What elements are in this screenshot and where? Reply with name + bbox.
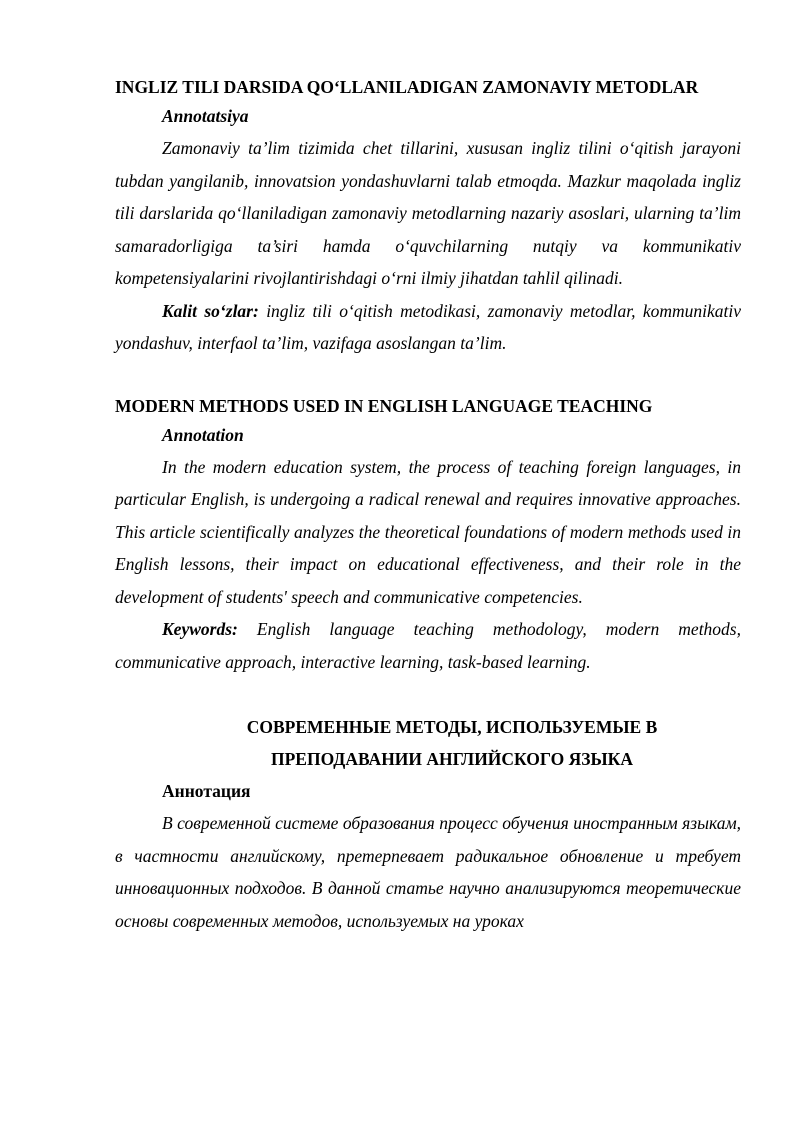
ru-annotation-text: В современной системе образования процесс обучения иностранным языкам, в частности английскому, претерпевает радикальное обновление и требует инновационных подходов. В данной статье научно анализируются теоретические основы современных методов, используемых на уроках xyxy=(115,813,741,931)
en-annotation-text: In the modern education system, the process of teaching foreign languages, in particular English, is undergoing a radical renewal and requires innovative approaches. This article scientifically analyzes the theoretical foundations of modern methods used in English lessons, their impact on educational effectiveness, and their role in the development of students' speech and communicative competencies. xyxy=(115,456,741,607)
en-title: MODERN METHODS USED IN ENGLISH LANGUAGE TEACHING xyxy=(115,395,653,416)
ru-annotation-label: Аннотация xyxy=(162,781,251,801)
en-keywords xyxy=(115,613,741,678)
uz-keywords xyxy=(115,295,741,360)
uz-annotation-text: Zamonaviy ta’lim tizimida chet tillarini, xususan ingliz tilini o‘qitish jarayoni tubdan yangilanib, innovatsion yondashuvlarni talab etmoqda. Mazkur maqolada ingliz tili darslarida qo‘llaniladigan zamonaviy metodlarning nazariy asoslari, ularning ta’lim samaradorligiga ta’siri hamda o‘quvchilarning nutqiy va kommunikativ kompetensiyalarini rivojlantirishdagi o‘rni ilmiy jihatdan tahlil qilinadi. xyxy=(115,138,741,288)
ru-title xyxy=(115,711,741,775)
english-section xyxy=(115,393,741,679)
uzbek-section xyxy=(115,74,741,360)
uz-title: INGLIZ TILI DARSIDA QO‘LLANILADIGAN ZAMONAVIY METODLAR xyxy=(115,77,699,97)
ru-title-line2: ПРЕПОДАВАНИИ АНГЛИЙСКОГО ЯЗЫКА xyxy=(270,749,633,769)
ru-title-line1: СОВРЕМЕННЫЕ МЕТОДЫ, ИСПОЛЬЗУЕМЫЕ В xyxy=(246,717,658,737)
uz-keywords-text: ingliz tili o‘qitish metodikasi, zamonaviy metodlar, kommunikativ yondashuv, interfaol ta’lim, vazifaga asoslangan ta’lim. xyxy=(115,300,741,353)
russian-section xyxy=(115,711,741,937)
en-keywords-label: Keywords: xyxy=(162,619,238,639)
en-annotation-label: Annotation xyxy=(162,424,244,445)
en-keywords-text: English language teaching methodology, modern methods, communicative approach, interactive learning, task-based learning. xyxy=(115,619,741,672)
uz-annotation-label: Annotatsiya xyxy=(162,106,249,126)
uz-keywords-label: Kalit so‘zlar: xyxy=(162,300,259,321)
